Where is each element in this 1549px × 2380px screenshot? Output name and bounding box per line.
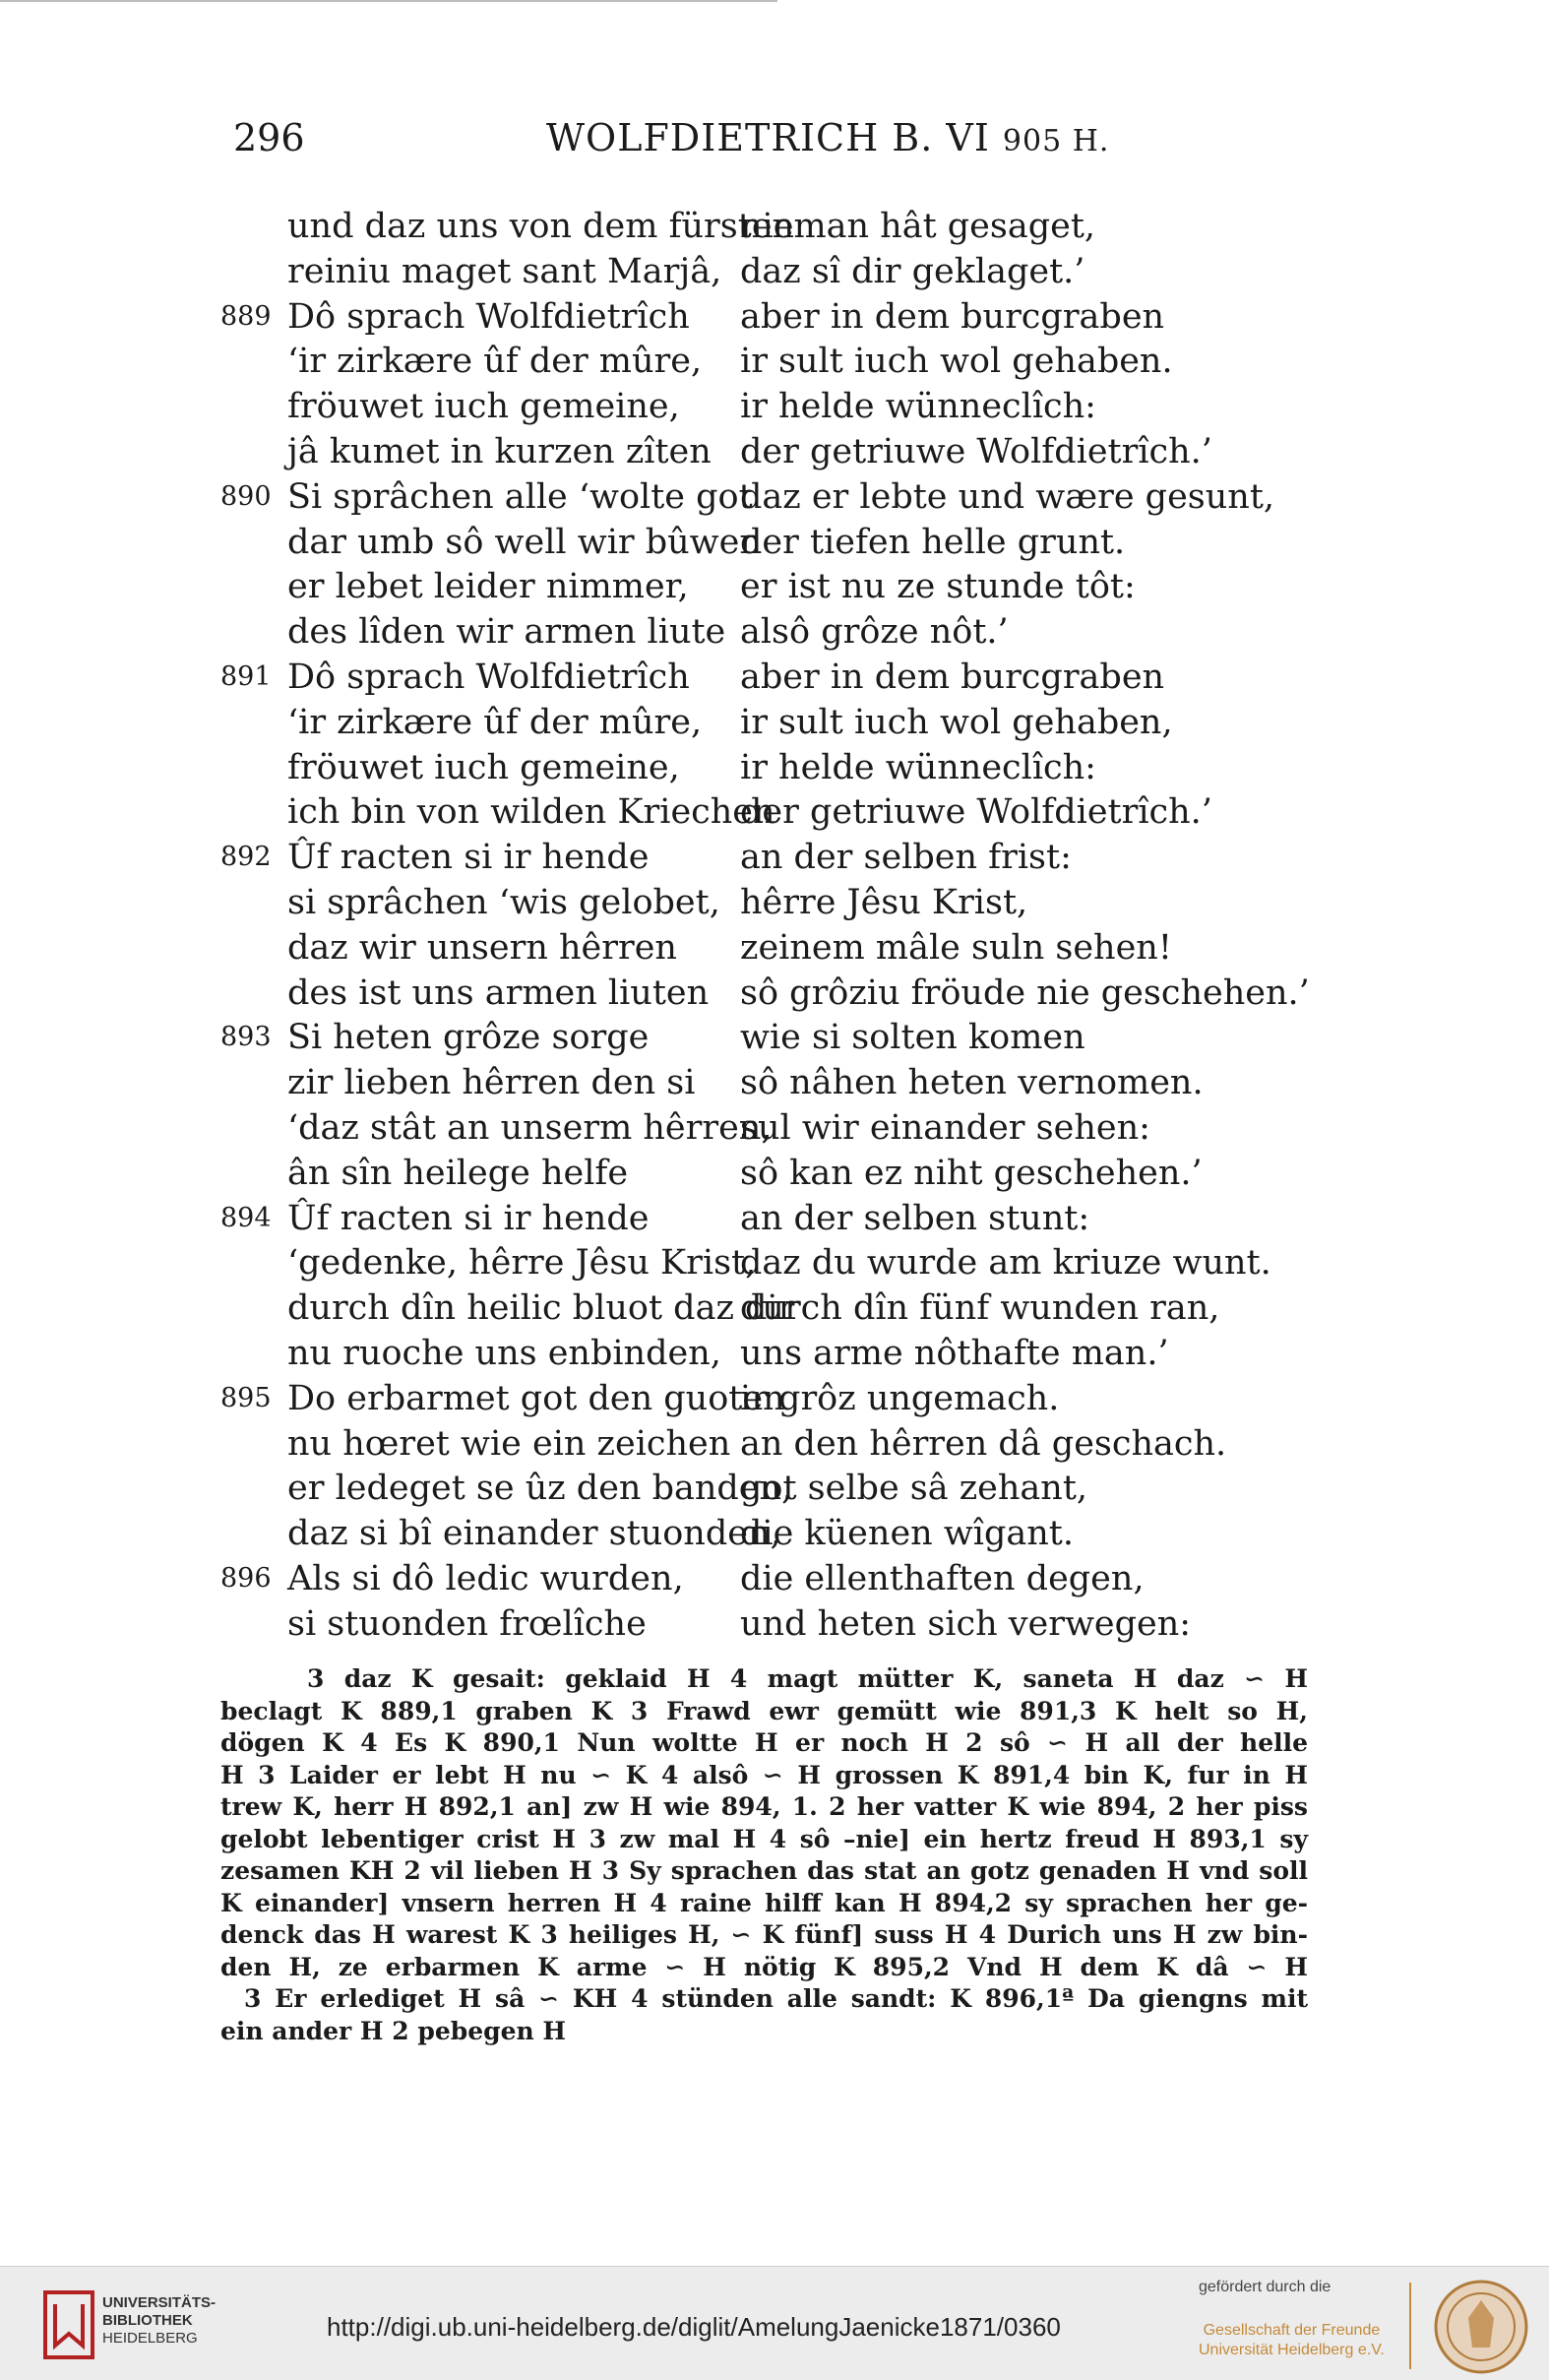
second-half-line: hêrre Jêsu Krist, bbox=[740, 883, 1028, 922]
apparatus-line: K einander] vnsern herren H 4 raine hilff kan H 894,2 sy sprachen her ge- bbox=[220, 1888, 1308, 1917]
first-half-line: jâ kumet in kurzen zîten bbox=[287, 432, 712, 471]
sponsor-line-2: Universität Heidelberg e.V. bbox=[1199, 2342, 1385, 2358]
first-half-line: ‘ir zirkære ûf der mûre, bbox=[287, 702, 703, 742]
second-half-line: ir helde wünneclîch: bbox=[740, 387, 1096, 427]
first-half-line: fröuwet iuch gemeine, bbox=[287, 387, 680, 427]
university-library-logo-icon bbox=[39, 2286, 98, 2363]
first-half-line: reiniu maget sant Marjâ, bbox=[287, 251, 722, 291]
apparatus-line: beclagt K 889,1 graben K 3 Frawd ewr gemütt wie 891,3 K helt so H, bbox=[220, 1696, 1308, 1725]
verse-line bbox=[0, 250, 1549, 293]
apparatus-line: denck das H warest K 3 heiliges H, ∽ K fünf] suss H 4 Durich uns H zw bin- bbox=[220, 1920, 1308, 1949]
first-half-line: dar umb sô well wir bûwen bbox=[287, 522, 762, 562]
second-half-line: sô nâhen heten vernomen. bbox=[740, 1063, 1204, 1103]
first-half-line: ‘ir zirkære ûf der mûre, bbox=[287, 342, 703, 382]
second-half-line: die küenen wîgant. bbox=[740, 1514, 1074, 1554]
first-half-line: Do erbarmet got den guoten bbox=[287, 1378, 785, 1418]
stanza-number: 891 bbox=[220, 661, 272, 692]
second-half-line: aber in dem burcgraben bbox=[740, 658, 1165, 697]
verse-line bbox=[0, 565, 1549, 608]
first-half-line: ‘daz stât an unserm hêrren, bbox=[287, 1108, 773, 1148]
second-half-line: der getriuwe Wolfdietrîch.’ bbox=[740, 792, 1212, 833]
verse-line bbox=[0, 836, 1549, 879]
first-half-line: nu ruoche uns enbinden, bbox=[287, 1334, 721, 1373]
apparatus-line: gelobt lebentiger crist H 3 zw mal H 4 sô –nie] ein hertz freud H 893,1 sy bbox=[220, 1824, 1308, 1853]
first-half-line: si stuonden frœlîche bbox=[287, 1603, 647, 1644]
second-half-line: und heten sich verwegen: bbox=[740, 1603, 1192, 1644]
apparatus-line: 3 daz K gesait: geklaid H 4 magt mütter K, saneta H daz ∽ H bbox=[307, 1664, 1308, 1693]
second-half-line: an der selben frist: bbox=[740, 838, 1072, 878]
first-half-line: er ledeget se ûz den banden, bbox=[287, 1469, 793, 1509]
second-half-line: ir grôz ungemach. bbox=[740, 1378, 1060, 1418]
verse-line bbox=[0, 746, 1549, 789]
first-half-line: er lebet leider nimmer, bbox=[287, 567, 689, 607]
second-half-line: ir sult iuch wol gehaben. bbox=[740, 342, 1173, 382]
verse-line bbox=[0, 1422, 1549, 1466]
apparatus-line: zesamen KH 2 vil lieben H 3 Sy sprachen das stat an gotz genaden H vnd soll bbox=[220, 1856, 1308, 1885]
second-half-line: sul wir einander sehen: bbox=[740, 1108, 1150, 1148]
first-half-line: Dô sprach Wolfdietrîch bbox=[287, 658, 690, 697]
verse-line bbox=[0, 610, 1549, 654]
second-half-line: an der selben stunt: bbox=[740, 1198, 1090, 1238]
verse-line bbox=[0, 295, 1549, 339]
verse-line bbox=[0, 701, 1549, 744]
second-half-line: aber in dem burcgraben bbox=[740, 296, 1165, 337]
verse-line bbox=[0, 1286, 1549, 1330]
apparatus-line: den H, ze erbarmen K arme ∽ H nötig K 895,2 Vnd H dem K dâ ∽ H bbox=[220, 1952, 1308, 1981]
stanza-number: 895 bbox=[220, 1382, 272, 1413]
first-half-line: und daz uns von dem fürsten bbox=[287, 207, 795, 246]
university-seal-icon bbox=[1433, 2279, 1529, 2375]
verse-line bbox=[0, 1241, 1549, 1284]
second-half-line: alsô grôze nôt.’ bbox=[740, 612, 1009, 653]
verse-line bbox=[0, 1557, 1549, 1600]
verse-line bbox=[0, 1332, 1549, 1375]
first-half-line: Si sprâchen alle ‘wolte got bbox=[287, 476, 753, 517]
verse-line bbox=[0, 1602, 1549, 1646]
second-half-line: got selbe sâ zehant, bbox=[740, 1469, 1088, 1509]
verse-line bbox=[0, 521, 1549, 564]
first-half-line: zir lieben hêrren den si bbox=[287, 1063, 696, 1103]
verse-line bbox=[0, 1016, 1549, 1059]
second-half-line: ir helde wünneclîch: bbox=[740, 747, 1096, 787]
stanza-number: 893 bbox=[220, 1022, 272, 1053]
second-half-line: durch dîn fünf wunden ran, bbox=[740, 1288, 1220, 1329]
verse-line bbox=[0, 1197, 1549, 1240]
verse-line bbox=[0, 656, 1549, 699]
verse-line bbox=[0, 385, 1549, 428]
stanza-number: 894 bbox=[220, 1202, 272, 1233]
verse-line bbox=[0, 475, 1549, 519]
sponsor-name bbox=[1199, 2321, 1385, 2360]
library-line-1: UNIVERSITÄTS- bbox=[102, 2294, 217, 2311]
first-half-line: des lîden wir armen liute bbox=[287, 612, 726, 653]
second-half-line: uns arme nôthafte man.’ bbox=[740, 1334, 1169, 1373]
library-line-2: BIBLIOTHEK bbox=[102, 2312, 193, 2329]
stanza-number: 890 bbox=[220, 480, 272, 512]
second-half-line: zeinem mâle suln sehen! bbox=[740, 927, 1172, 968]
apparatus-line: H 3 Laider er lebt H nu ∽ K 4 alsô ∽ H grossen K 891,4 bin K, fur in H bbox=[220, 1760, 1308, 1789]
first-half-line: daz si bî einander stuonden, bbox=[287, 1514, 781, 1554]
running-title-text: WOLFDIETRICH B. VI bbox=[546, 116, 990, 159]
first-half-line: Dô sprach Wolfdietrîch bbox=[287, 296, 690, 337]
first-half-line: ich bin von wilden Kriechen bbox=[287, 792, 775, 833]
verse-line bbox=[0, 205, 1549, 248]
first-half-line: nu hœret wie ein zeichen bbox=[287, 1423, 731, 1464]
first-half-line: fröuwet iuch gemeine, bbox=[287, 747, 680, 787]
second-half-line: wie si solten komen bbox=[740, 1018, 1085, 1058]
first-half-line: Ûf racten si ir hende bbox=[287, 1198, 650, 1238]
first-half-line: Si heten grôze sorge bbox=[287, 1018, 650, 1058]
verse-line bbox=[0, 1377, 1549, 1420]
library-line-3: HEIDELBERG bbox=[102, 2330, 198, 2347]
apparatus-line: dögen K 4 Es K 890,1 Nun woltte H er noch H 2 sô ∽ H all der helle bbox=[220, 1728, 1308, 1757]
apparatus-line: 3 Er erlediget H sâ ∽ KH 4 stünden alle sandt: K 896,1ª Da giengns mit bbox=[244, 1984, 1308, 2013]
first-half-line: daz wir unsern hêrren bbox=[287, 927, 677, 968]
verse-line bbox=[0, 881, 1549, 924]
stanza-number: 896 bbox=[220, 1563, 272, 1594]
second-half-line: daz du wurde am kriuze wunt. bbox=[740, 1243, 1271, 1284]
stanza-number: 889 bbox=[220, 300, 272, 332]
permalink-url[interactable]: http://digi.ub.uni-heidelberg.de/diglit/AmelungJaenicke1871/0360 bbox=[327, 2312, 1061, 2342]
first-half-line: Ûf racten si ir hende bbox=[287, 838, 650, 878]
verse-line bbox=[0, 1467, 1549, 1510]
apparatus-line: trew K, herr H 892,1 an] zw H wie 894, 1. 2 her vatter K wie 894, 2 her piss bbox=[220, 1792, 1308, 1821]
verse-line bbox=[0, 340, 1549, 383]
verse-line bbox=[0, 1061, 1549, 1104]
second-half-line: er ist nu ze stunde tôt: bbox=[740, 567, 1136, 607]
second-half-line: nieman hât gesaget, bbox=[740, 207, 1096, 246]
verse-line bbox=[0, 1512, 1549, 1555]
second-half-line: der tiefen helle grunt. bbox=[740, 522, 1126, 562]
first-half-line: ‘gedenke, hêrre Jêsu Krist, bbox=[287, 1243, 757, 1284]
second-half-line: ir sult iuch wol gehaben, bbox=[740, 702, 1173, 742]
second-half-line: daz er lebte und wære gesunt, bbox=[740, 476, 1275, 517]
running-stanza: 905 H. bbox=[1002, 124, 1110, 158]
first-half-line: ân sîn heilege helfe bbox=[287, 1153, 629, 1193]
sponsor-line-1: Gesellschaft der Freunde bbox=[1203, 2322, 1381, 2339]
second-half-line: daz sî dir geklaget.’ bbox=[740, 251, 1085, 291]
verse-line bbox=[0, 430, 1549, 473]
apparatus-line: ein ander H 2 pebegen H bbox=[220, 2016, 567, 2045]
first-half-line: des ist uns armen liuten bbox=[287, 972, 710, 1013]
verse-line bbox=[0, 1152, 1549, 1195]
critical-apparatus bbox=[220, 1663, 1308, 2047]
first-half-line: Als si dô ledic wurden, bbox=[287, 1559, 684, 1598]
first-half-line: si sprâchen ‘wis gelobet, bbox=[287, 883, 720, 922]
library-name bbox=[102, 2294, 216, 2348]
second-half-line: der getriuwe Wolfdietrîch.’ bbox=[740, 432, 1212, 471]
second-half-line: sô grôziu fröude nie geschehen.’ bbox=[740, 972, 1310, 1013]
verse-line bbox=[0, 926, 1549, 970]
page-number: 296 bbox=[233, 116, 305, 159]
verse-line bbox=[0, 790, 1549, 834]
footer-divider bbox=[1409, 2283, 1411, 2369]
first-half-line: durch dîn heilic bluot daz dir bbox=[287, 1288, 795, 1329]
second-half-line: sô kan ez niht geschehen.’ bbox=[740, 1153, 1203, 1193]
sponsor-intro: gefördert durch die bbox=[1199, 2279, 1332, 2295]
footer-bar bbox=[0, 2266, 1549, 2380]
verse-line bbox=[0, 1106, 1549, 1150]
second-half-line: die ellenthaften degen, bbox=[740, 1559, 1145, 1598]
second-half-line: an den hêrren dâ geschach. bbox=[740, 1423, 1227, 1464]
stanza-number: 892 bbox=[220, 842, 272, 873]
verse-line bbox=[0, 971, 1549, 1015]
